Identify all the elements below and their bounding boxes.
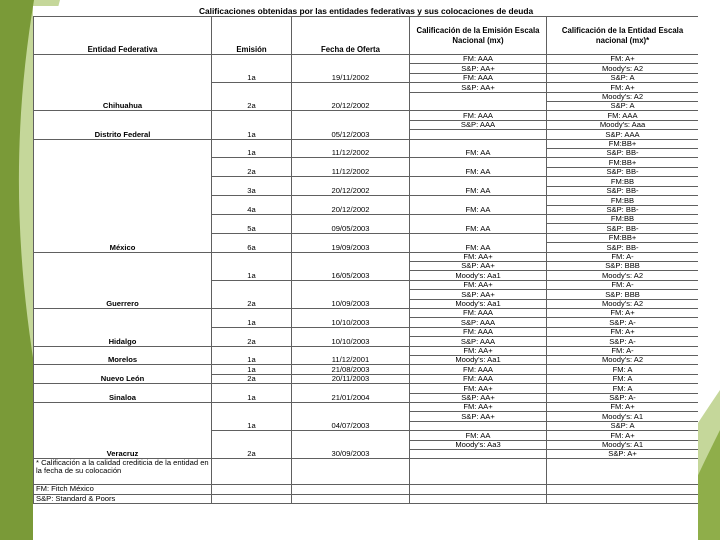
cal-emision-cell: S&P: AA+ [410,261,547,270]
cal-entidad-cell: S&P: BBB [547,261,699,270]
cal-entidad-cell: FM: A [547,384,699,393]
cal-entidad-cell: FM: A+ [547,327,699,336]
fecha-cell: 10/09/2003 [292,280,410,308]
emision-cell: 2a [212,280,292,308]
fecha-cell: 04/07/2003 [292,403,410,431]
cal-entidad-cell: FM: A- [547,280,699,289]
cal-emision-cell-empty [410,130,547,139]
cal-emision-cell: FM: AA [410,196,547,215]
cal-entidad-cell: FM: A+ [547,431,699,440]
cal-entidad-cell: FM: A+ [547,308,699,317]
emision-cell: 1a [212,346,292,365]
cal-emision-cell: FM: AAA [410,308,547,317]
emision-cell: 1a [212,384,292,403]
cal-emision-cell: Moody's: Aa3 [410,440,547,449]
cal-emision-cell: FM: AAA [410,111,547,120]
entity-morelos: Morelos [34,346,212,365]
entity-distrito-federal: Distrito Federal [34,111,212,139]
cal-emision-cell-empty [410,92,547,111]
cal-emision-cell: S&P: AA+ [410,412,547,421]
cal-emision-cell: FM: AA [410,158,547,177]
cal-emision-cell: FM: AA+ [410,280,547,289]
fecha-cell: 19/11/2002 [292,55,410,83]
cal-entidad-cell: S&P: A- [547,337,699,346]
cal-entidad-cell: Moody's: A2 [547,92,699,101]
cal-emision-cell: S&P: AAA [410,120,547,129]
footnote-empty-cell [547,459,699,485]
cal-entidad-cell: S&P: BB- [547,167,699,176]
cal-entidad-cell: Moody's: A1 [547,440,699,449]
cal-entidad-cell: FM:BB [547,177,699,186]
cal-entidad-cell: S&P: A [547,421,699,430]
cal-emision-cell: FM: AA [410,233,547,252]
header-entidad: Entidad Federativa [34,17,212,55]
footnote-empty-cell [212,494,292,504]
cal-emision-cell: FM: AA+ [410,403,547,412]
emision-cell: 1a [212,365,292,374]
cal-entidad-cell: FM: A- [547,252,699,261]
cal-emision-cell: Moody's: Aa1 [410,299,547,308]
cal-entidad-cell: S&P: BB- [547,224,699,233]
cal-emision-cell: Moody's: Aa1 [410,271,547,280]
cal-entidad-cell: S&P: A+ [547,450,699,459]
cal-emision-cell: FM: AA [410,139,547,158]
cal-entidad-cell: S&P: BB- [547,149,699,158]
cal-emision-cell: FM: AAA [410,327,547,336]
cal-entidad-cell: FM: A+ [547,83,699,92]
emision-cell: 2a [212,158,292,177]
footnote-empty-cell [292,459,410,485]
emision-cell: 1a [212,55,292,83]
header-emision: Emisión [212,17,292,55]
header-fecha: Fecha de Oferta [292,17,410,55]
header-calif-entidad: Calificación de la Entidad Escala nacional (mx)* [547,17,699,55]
fecha-cell: 20/12/2002 [292,83,410,111]
footnote-empty-cell [212,459,292,485]
fecha-cell: 20/12/2002 [292,177,410,196]
footnote-empty-cell [547,494,699,504]
cal-entidad-cell: FM: AAA [547,111,699,120]
ratings-table [33,6,698,504]
footnote-sp: S&P: Standard & Poors [34,494,212,504]
entity-nuevo-leon: Nuevo León [34,365,212,384]
emision-cell: 2a [212,431,292,459]
cal-entidad-cell: S&P: A [547,102,699,111]
cal-emision-cell: S&P: AA+ [410,64,547,73]
entity-chihuahua: Chihuahua [34,55,212,111]
cal-entidad-cell: Moody's: A2 [547,271,699,280]
cal-emision-cell: S&P: AAA [410,318,547,327]
cal-entidad-cell: S&P: A- [547,318,699,327]
emision-cell: 6a [212,233,292,252]
cal-emision-cell: Moody's: Aa1 [410,356,547,365]
footnote-rating-note: * Calificación a la calidad crediticia de la entidad en la fecha de su colocación [34,459,212,485]
cal-entidad-cell: Moody's: A2 [547,299,699,308]
cal-emision-cell: FM: AA [410,214,547,233]
footnote-fm: FM: Fitch México [34,485,212,495]
cal-entidad-cell: S&P: BB- [547,205,699,214]
cal-entidad-cell: S&P: BBB [547,290,699,299]
cal-emision-cell: FM: AAA [410,73,547,82]
cal-entidad-cell: FM:BB [547,196,699,205]
cal-entidad-cell: FM: A [547,374,699,383]
cal-emision-cell: FM: AA+ [410,384,547,393]
footnote-empty-cell [410,485,547,495]
emision-cell: 2a [212,327,292,346]
emision-cell: 1a [212,308,292,327]
emision-cell: 1a [212,111,292,139]
cal-entidad-cell: Moody's: Aaa [547,120,699,129]
footnote-empty-cell [547,485,699,495]
cal-entidad-cell: FM: A+ [547,403,699,412]
fecha-cell: 11/12/2002 [292,158,410,177]
cal-entidad-cell: Moody's: A1 [547,412,699,421]
cal-entidad-cell: FM: A- [547,346,699,355]
fecha-cell: 16/05/2003 [292,252,410,280]
cal-emision-cell: FM: AA [410,431,547,440]
cal-entidad-cell: S&P: BB- [547,186,699,195]
cal-entidad-cell: FM:BB+ [547,158,699,167]
cal-entidad-cell: FM: A+ [547,55,699,64]
emision-cell: 1a [212,403,292,431]
cal-emision-cell: FM: AA+ [410,346,547,355]
entity-mexico: México [34,139,212,252]
table-caption: Calificaciones obtenidas por las entidades federativas y sus colocaciones de deuda [34,6,699,17]
cal-emision-cell-empty [410,421,547,430]
emision-cell: 1a [212,252,292,280]
fecha-cell: 30/09/2003 [292,431,410,459]
fecha-cell: 20/11/2003 [292,374,410,383]
cal-emision-cell: S&P: AA+ [410,290,547,299]
fecha-cell: 10/10/2003 [292,327,410,346]
header-calif-emision: Calificación de la Emisión Escala Nacional (mx) [410,17,547,55]
cal-entidad-cell: S&P: A [547,73,699,82]
entity-sinaloa: Sinaloa [34,384,212,403]
ratings-table-sheet [33,6,698,540]
fecha-cell: 11/12/2001 [292,346,410,365]
cal-emision-cell: FM: AAA [410,365,547,374]
cal-emision-cell: S&P: AA+ [410,393,547,402]
footnote-empty-cell [292,485,410,495]
cal-entidad-cell: FM: A [547,365,699,374]
emision-cell: 3a [212,177,292,196]
fecha-cell: 21/08/2003 [292,365,410,374]
cal-entidad-cell: Moody's: A2 [547,356,699,365]
emision-cell: 2a [212,374,292,383]
cal-entidad-cell: Moody's: A2 [547,64,699,73]
cal-entidad-cell: FM:BB+ [547,233,699,242]
cal-emision-cell: FM: AA+ [410,252,547,261]
fecha-cell: 10/10/2003 [292,308,410,327]
fecha-cell: 09/05/2003 [292,214,410,233]
cal-entidad-cell: FM:BB+ [547,139,699,148]
emision-cell: 5a [212,214,292,233]
cal-entidad-cell: S&P: A- [547,393,699,402]
footnote-empty-cell [292,494,410,504]
entity-veracruz: Veracruz [34,403,212,459]
cal-emision-cell: S&P: AAA [410,337,547,346]
fecha-cell: 05/12/2003 [292,111,410,139]
fecha-cell: 11/12/2002 [292,139,410,158]
cal-emision-cell: S&P: AA+ [410,83,547,92]
entity-hidalgo: Hidalgo [34,308,212,346]
emision-cell: 1a [212,139,292,158]
footnote-empty-cell [212,485,292,495]
cal-emision-cell: FM: AA [410,177,547,196]
fecha-cell: 20/12/2002 [292,196,410,215]
cal-entidad-cell: FM:BB [547,214,699,223]
fecha-cell: 21/01/2004 [292,384,410,403]
fecha-cell: 19/09/2003 [292,233,410,252]
cal-emision-cell-empty [410,450,547,459]
entity-guerrero: Guerrero [34,252,212,308]
emision-cell: 2a [212,83,292,111]
footnote-empty-cell [410,459,547,485]
cal-emision-cell: FM: AAA [410,55,547,64]
cal-entidad-cell: S&P: AAA [547,130,699,139]
footnote-empty-cell [410,494,547,504]
cal-emision-cell: FM: AAA [410,374,547,383]
cal-entidad-cell: S&P: BB- [547,243,699,252]
emision-cell: 4a [212,196,292,215]
